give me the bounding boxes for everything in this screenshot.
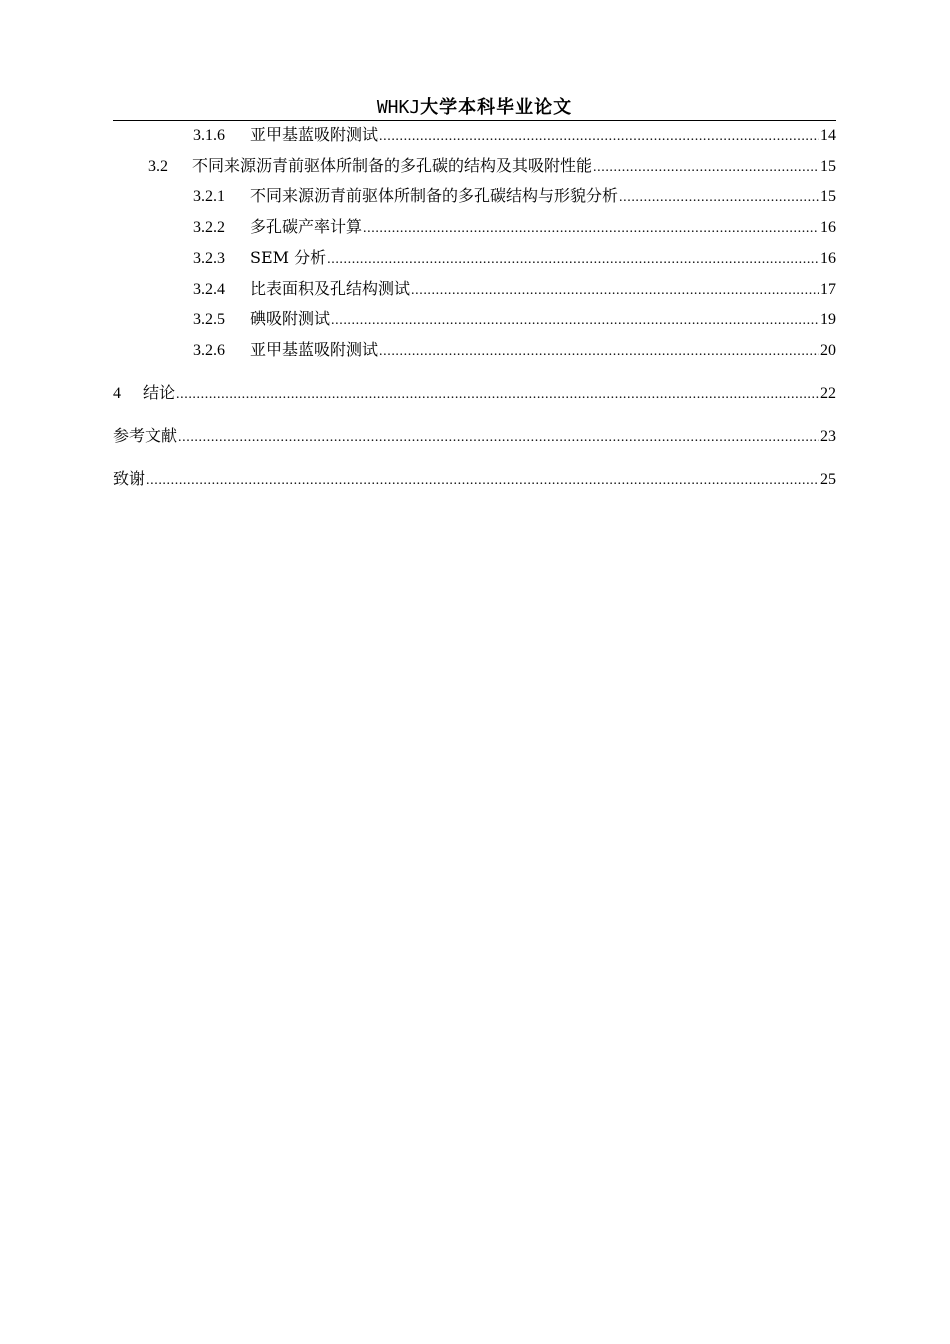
- toc-entry-3-2-6[interactable]: [193, 338, 836, 362]
- toc-entry-title: 不同来源沥青前驱体所制备的多孔碳的结构及其吸附性能: [192, 156, 593, 175]
- toc-entry-page: 20: [820, 342, 836, 359]
- toc-entry-page: 14: [820, 127, 836, 144]
- toc-entry-3-2[interactable]: [148, 154, 836, 178]
- toc-dot-leader: [327, 248, 819, 272]
- header-latin-text: WHKJ: [376, 97, 421, 118]
- toc-entry-3-2-3[interactable]: [193, 246, 836, 270]
- toc-entry-3-2-5[interactable]: [193, 307, 836, 331]
- toc-entry-page: 25: [820, 471, 836, 488]
- toc-entry-page: 22: [820, 385, 836, 402]
- toc-entry-number: 3.2.1: [193, 188, 225, 205]
- toc-entry-title: 多孔碳产率计算: [250, 217, 363, 236]
- toc-entry-title: 比表面积及孔结构测试: [250, 279, 411, 298]
- toc-entry-number: 4: [113, 385, 121, 402]
- toc-entry-number: 3.2.2: [193, 219, 225, 236]
- toc-entry-number: 3.2.5: [193, 311, 225, 328]
- toc-entry-page: 16: [820, 219, 836, 236]
- toc-entry-page: 15: [820, 188, 836, 205]
- toc-entry-page: 16: [820, 250, 836, 267]
- toc-entry-title: 亚甲基蓝吸附测试: [250, 340, 379, 359]
- toc-entry-3-1-6[interactable]: [193, 123, 836, 147]
- toc-entry-title: 参考文献: [113, 426, 178, 445]
- page-header: [113, 94, 836, 121]
- toc-dot-leader: [379, 340, 819, 364]
- toc-dot-leader: [146, 469, 819, 493]
- toc-entry-3-2-1[interactable]: [193, 184, 836, 208]
- toc-entry-title: 致谢: [113, 469, 146, 488]
- toc-entry-title: 亚甲基蓝吸附测试: [250, 125, 379, 144]
- toc-dot-leader: [176, 383, 819, 407]
- toc-dot-leader: [379, 125, 819, 149]
- toc-entry-page: 15: [820, 158, 836, 175]
- toc-entry-number: 3.2.3: [193, 250, 225, 267]
- toc-entry-page: 19: [820, 311, 836, 328]
- toc-dot-leader: [411, 279, 819, 303]
- header-university-title: 大学本科毕业论文: [420, 97, 573, 118]
- toc-entry-number: 3.2.6: [193, 342, 225, 359]
- toc-entry-number: 3.2: [148, 158, 168, 175]
- toc-dot-leader: [593, 156, 819, 180]
- toc-entry-title: 结论: [143, 383, 176, 402]
- toc-entry-3-2-2[interactable]: [193, 215, 836, 239]
- toc-entry-title: 不同来源沥青前驱体所制备的多孔碳结构与形貌分析: [250, 186, 619, 205]
- toc-entry-number: 3.1.6: [193, 127, 225, 144]
- toc-entry-number: 3.2.4: [193, 281, 225, 298]
- toc-entry-3-2-4[interactable]: [193, 277, 836, 301]
- toc-entry-references[interactable]: [113, 424, 836, 448]
- toc-entry-title: 碘吸附测试: [250, 309, 331, 328]
- toc-dot-leader: [363, 217, 819, 241]
- toc-dot-leader: [331, 309, 819, 333]
- toc-dot-leader: [178, 426, 819, 450]
- toc-entry-page: 23: [820, 428, 836, 445]
- toc-dot-leader: [619, 186, 819, 210]
- toc-entry-title: SEM 分析: [250, 248, 327, 267]
- toc-entry-acknowledgements[interactable]: [113, 467, 836, 491]
- toc-entry-4[interactable]: [113, 381, 836, 405]
- toc-entry-page: 17: [820, 281, 836, 298]
